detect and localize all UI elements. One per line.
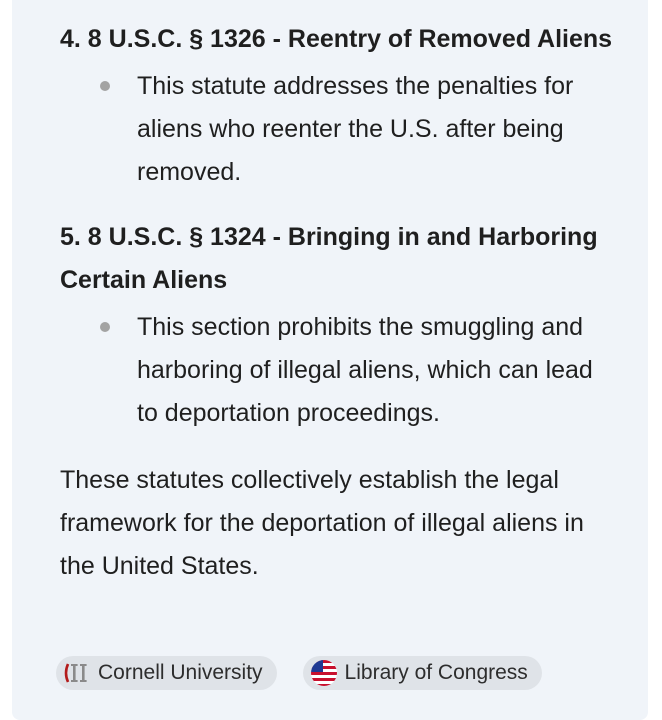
bullet-text: This statute addresses the penalties for aliens who reenter the U.S. after being removed.	[137, 72, 574, 186]
bullet-text: This section prohibits the smuggling and harboring of illegal aliens, which can lead to deportation proceedings.	[137, 313, 593, 427]
list-item	[60, 18, 620, 194]
source-chip-label: Library of Congress	[344, 661, 528, 684]
bullet-dot-icon	[100, 322, 110, 332]
response-content	[60, 18, 620, 588]
cornell-lii-icon	[62, 661, 92, 685]
source-chips	[56, 656, 542, 690]
bullet-point	[60, 65, 620, 194]
source-chip-library-of-congress[interactable]	[303, 656, 542, 690]
item-heading: 4. 8 U.S.C. § 1326 - Reentry of Removed Aliens	[60, 25, 613, 53]
us-flag-icon	[309, 661, 339, 685]
list-item	[60, 216, 620, 435]
bullet-dot-icon	[100, 81, 110, 91]
bullet-point	[60, 306, 620, 435]
source-chip-label: Cornell University	[98, 661, 263, 684]
summary-paragraph: These statutes collectively establish the legal framework for the deportation of illegal aliens in the United States.	[60, 466, 584, 580]
item-heading: 5. 8 U.S.C. § 1324 - Bringing in and Harboring Certain Aliens	[60, 223, 598, 294]
source-chip-cornell[interactable]	[56, 656, 277, 690]
response-card	[12, 0, 648, 720]
